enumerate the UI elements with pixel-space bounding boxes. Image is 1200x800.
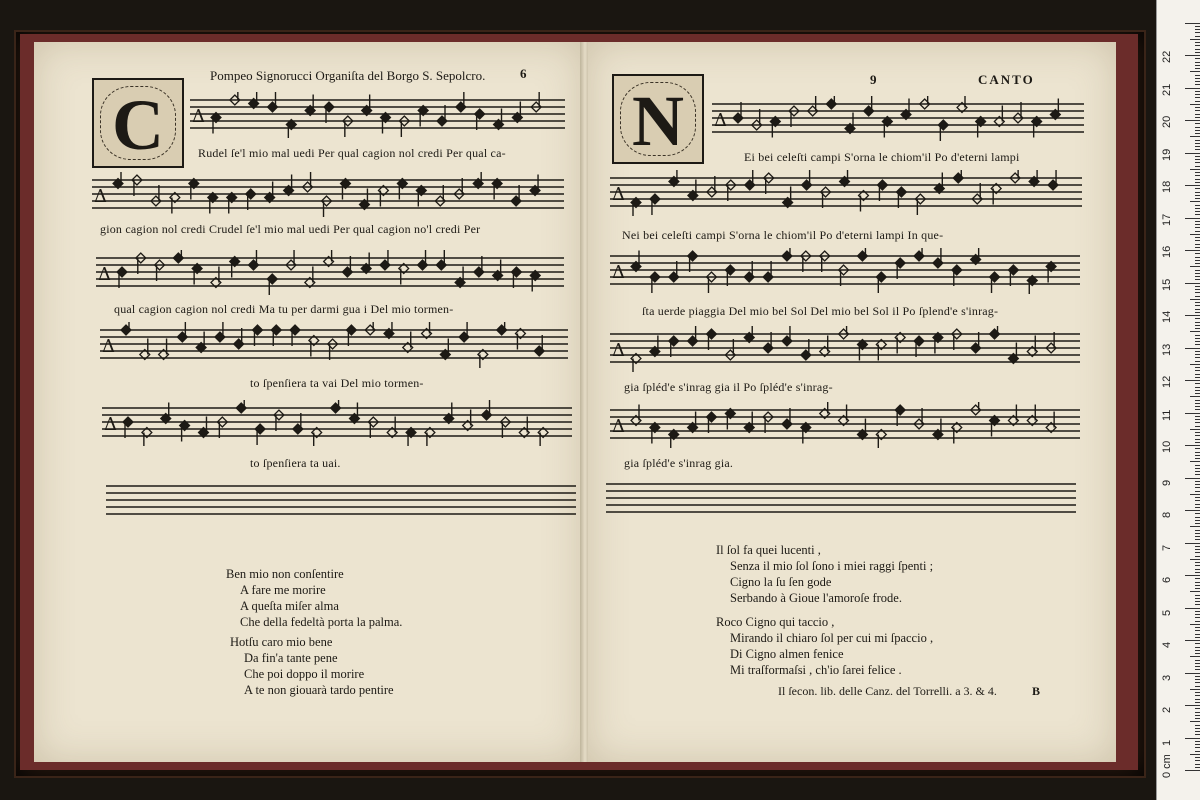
poem-line: Il ſol fa quei lucenti , bbox=[716, 543, 821, 557]
left-staff-2 bbox=[92, 172, 564, 218]
right-lyric-3: ſta uerde piaggia Del mio bel Sol Del mio bel Sol il Po ſplend'e s'inrag- bbox=[642, 304, 999, 318]
poem-line: Mirando il chiaro ſol per cui mi ſpaccio , bbox=[730, 631, 934, 645]
right-poem-stanza-1 bbox=[716, 542, 933, 606]
svg-text:Δ: Δ bbox=[612, 340, 625, 361]
svg-text:Δ: Δ bbox=[612, 262, 625, 283]
decorated-initial-c: C bbox=[92, 78, 184, 168]
svg-text:Δ: Δ bbox=[102, 336, 115, 357]
ruler-label: 22 bbox=[1161, 50, 1173, 63]
poem-line: Mi traſformaſsi , ch'io ſarei felice . bbox=[730, 663, 902, 677]
ruler-label: 21 bbox=[1161, 83, 1173, 96]
poem-line: Cigno la ſu ſen gode bbox=[730, 575, 832, 589]
poem-line: A te non giouarà tardo pentire bbox=[244, 683, 394, 697]
right-lyric-1: Ei bei celeſti campi S'orna le chiom'il Po d'eterni lampi bbox=[744, 150, 1020, 164]
poem-line: Di Cigno almen fenice bbox=[730, 647, 844, 661]
ruler-label: 17 bbox=[1161, 213, 1173, 226]
svg-text:Δ: Δ bbox=[94, 186, 107, 207]
left-staff-3 bbox=[96, 250, 564, 296]
ruler-label: 4 bbox=[1161, 641, 1173, 648]
right-lyric-2: Nei bei celeſti campi S'orna le chiom'il Po d'eterni lampi In que- bbox=[622, 228, 944, 242]
ruler-label: 5 bbox=[1161, 609, 1173, 616]
ruler-label: 8 bbox=[1161, 511, 1173, 518]
right-staff-5 bbox=[610, 402, 1080, 448]
poem-line: Da fin'a tante pene bbox=[244, 651, 338, 665]
left-poem-stanza-1 bbox=[226, 566, 402, 630]
ruler-label: 9 bbox=[1161, 479, 1173, 486]
right-lyric-5: gia ſpléd'e s'inrag gia. bbox=[624, 456, 734, 470]
left-staff-1 bbox=[190, 92, 565, 138]
poem-line: Serbando à Gioue l'amoroſe frode. bbox=[730, 591, 902, 605]
right-staff-1 bbox=[712, 96, 1084, 142]
poem-line: A fare me morire bbox=[240, 583, 326, 597]
left-lyric-5: to ſpenſiera ta uai. bbox=[250, 456, 341, 470]
ruler-label: 19 bbox=[1161, 148, 1173, 161]
left-empty-staff bbox=[106, 478, 576, 524]
signature-mark: B bbox=[1032, 684, 1041, 698]
ruler-label: 20 bbox=[1161, 115, 1173, 128]
ruler-label: 2 bbox=[1161, 706, 1173, 713]
ruler-label: 0 cm bbox=[1161, 754, 1173, 778]
left-lyric-1: Rudel ſe'l mio mal uedi Per qual cagion nol credi Per qual ca- bbox=[198, 146, 506, 160]
svg-text:Δ: Δ bbox=[104, 414, 117, 435]
voice-part-label: CANTO bbox=[978, 72, 1035, 87]
right-empty-staff bbox=[606, 476, 1076, 522]
right-lyric-4: gia ſpléd'e s'inrag gia il Po ſpléd'e s'inrag- bbox=[624, 380, 833, 394]
source-citation: Il ſecon. lib. delle Canz. del Torrelli. a 3. & 4. bbox=[778, 684, 997, 698]
poem-line: Senza il mio ſol ſono i miei raggi ſpenti ; bbox=[730, 559, 934, 573]
ruler-label: 1 bbox=[1161, 739, 1173, 746]
right-staff-2 bbox=[610, 170, 1082, 216]
left-lyric-4: to ſpenſiera ta vai Del mio tormen- bbox=[250, 376, 424, 390]
left-lyric-3: qual cagion cagion nol credi Ma tu per darmi gua i Del mio tormen- bbox=[114, 302, 454, 316]
ruler-label: 14 bbox=[1161, 310, 1173, 323]
poem-line: Hotſu caro mio bene bbox=[230, 635, 333, 649]
svg-text:Δ: Δ bbox=[612, 416, 625, 437]
svg-text:Δ: Δ bbox=[714, 110, 727, 131]
left-page-number: 6 bbox=[520, 66, 527, 81]
poem-line: Che della fedeltà porta la palma. bbox=[240, 615, 403, 629]
right-staff-4 bbox=[610, 326, 1080, 372]
ruler-label: 16 bbox=[1161, 245, 1173, 258]
svg-text:Δ: Δ bbox=[612, 184, 625, 205]
right-poem-stanza-2 bbox=[716, 614, 933, 678]
ruler-label: 13 bbox=[1161, 343, 1173, 356]
measuring-ruler bbox=[1156, 0, 1200, 800]
svg-text:Δ: Δ bbox=[192, 106, 205, 127]
svg-text:Δ: Δ bbox=[98, 264, 111, 285]
ruler-label: 12 bbox=[1161, 375, 1173, 388]
poem-line: Roco Cigno qui taccio , bbox=[716, 615, 835, 629]
ruler-label: 10 bbox=[1161, 440, 1173, 453]
ruler-label: 7 bbox=[1161, 544, 1173, 551]
decorated-initial-n: N bbox=[612, 74, 704, 164]
left-staff-4 bbox=[100, 322, 568, 368]
poem-line: A queſta miſer alma bbox=[240, 599, 339, 613]
ruler-label: 18 bbox=[1161, 180, 1173, 193]
left-lyric-2: gion cagion nol credi Crudel ſe'l mio mal uedi Per qual cagion no'l credi Per bbox=[100, 222, 481, 236]
ruler-label: 15 bbox=[1161, 278, 1173, 291]
poem-line: Ben mio non conſentire bbox=[226, 567, 344, 581]
left-staff-5 bbox=[102, 400, 572, 446]
left-page-header: Pompeo Signorucci Organiſta del Borgo S. Sepolcro. bbox=[210, 68, 486, 83]
ruler-label: 11 bbox=[1161, 409, 1173, 421]
right-staff-3 bbox=[610, 248, 1080, 294]
poem-line: Che poi doppo il morire bbox=[244, 667, 365, 681]
left-poem-stanza-2 bbox=[230, 634, 394, 698]
ruler-label: 6 bbox=[1161, 576, 1173, 583]
ruler-label: 3 bbox=[1161, 674, 1173, 681]
right-page-number: 9 bbox=[870, 72, 877, 87]
